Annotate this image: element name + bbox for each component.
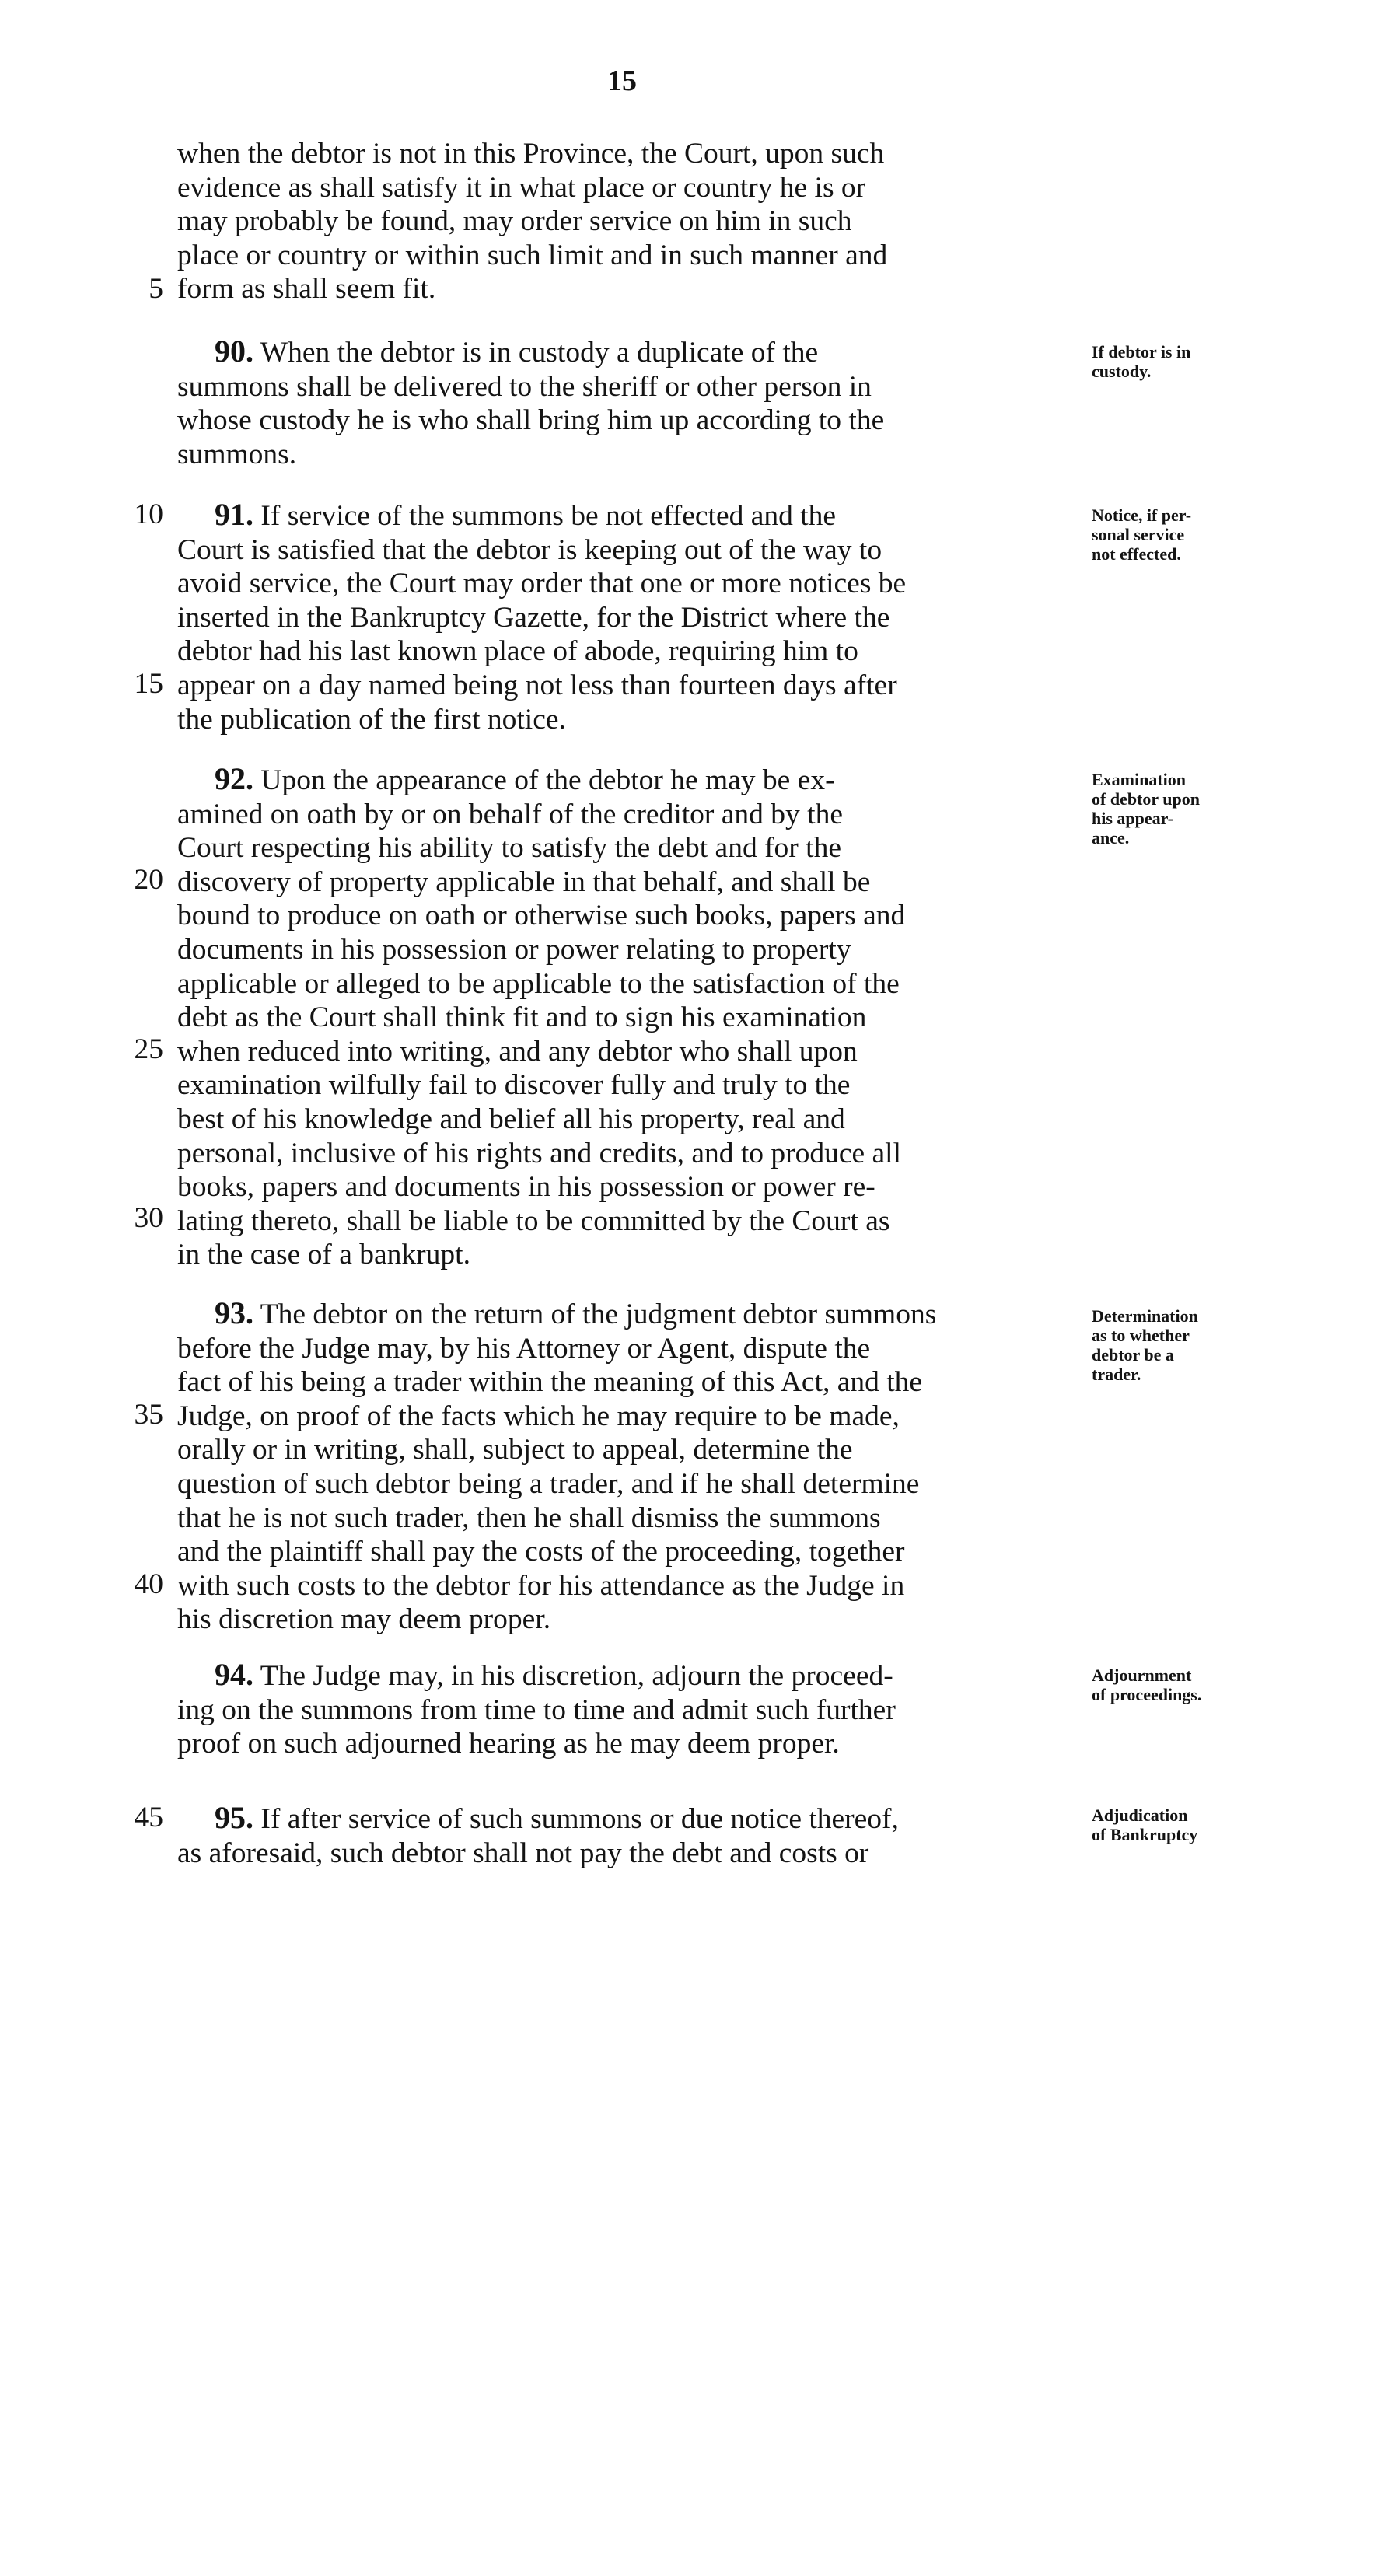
text-line: his discretion may deem proper. — [177, 1603, 551, 1636]
text-line: question of such debtor being a trader, and if he shall determine — [177, 1467, 920, 1500]
text-line: 90. When the debtor is in custody a duplicate of the — [215, 334, 819, 369]
section-95 — [177, 1801, 1073, 1870]
side-note-90: If debtor is in custody. — [1092, 342, 1191, 381]
line-number: 5 — [149, 273, 163, 305]
text-line: as aforesaid, such debtor shall not pay the debt and costs or — [177, 1837, 869, 1869]
text-line: bound to produce on oath or otherwise such books, papers and — [177, 900, 906, 932]
text-line: the publication of the first notice. — [177, 703, 566, 736]
text-line: with such costs to the debtor for his attendance as the Judge in — [177, 1569, 905, 1602]
text-line: whose custody he is who shall bring him up according to the — [177, 404, 885, 437]
text-line: proof on such adjourned hearing as he may deem proper. — [177, 1728, 840, 1760]
text-line: may probably be found, may order service on him in such — [177, 205, 852, 238]
text-line: avoid service, the Court may order that one or more notices be — [177, 568, 907, 600]
text-line: form as shall seem fit. — [177, 273, 436, 306]
side-note-93: Determination as to whether debtor be a trader. — [1092, 1306, 1198, 1384]
line-number: 30 — [134, 1202, 163, 1234]
text-line: evidence as shall satisfy it in what place or country he is or — [177, 171, 866, 204]
text-line: summons shall be delivered to the sheriff or other person in — [177, 370, 872, 403]
text-line: 94. The Judge may, in his discretion, adjourn the proceed- — [215, 1657, 893, 1692]
text-line: personal, inclusive of his rights and credits, and to produce all — [177, 1137, 902, 1169]
text-line: summons. — [177, 438, 297, 470]
text-line: Court is satisfied that the debtor is keeping out of the way to — [177, 533, 882, 566]
line-number: 25 — [134, 1033, 163, 1065]
section-91 — [177, 498, 1073, 736]
text-line: appear on a day named being not less than fourteen days after — [177, 669, 897, 701]
text-line: 93. The debtor on the return of the judgment debtor summons — [215, 1295, 937, 1330]
text-line: before the Judge may, by his Attorney or Agent, dispute the — [177, 1332, 871, 1365]
section-number: 94. — [215, 1657, 253, 1692]
text-line: when reduced into writing, and any debtor who shall upon — [177, 1035, 858, 1068]
text-line: discovery of property applicable in that behalf, and shall be — [177, 865, 871, 898]
text-line: Judge, on proof of the facts which he may require to be made, — [177, 1400, 900, 1432]
text-line: debtor had his last known place of abode, requiring him to — [177, 635, 858, 668]
text-line: examination wilfully fail to discover fully and truly to the — [177, 1069, 851, 1102]
section-number: 93. — [215, 1295, 253, 1330]
side-note-95: Adjudication of Bankruptcy — [1092, 1805, 1198, 1844]
side-note-92: Examination of debtor upon his appear- ance. — [1092, 770, 1200, 848]
line-number: 45 — [134, 1802, 163, 1833]
text-line: 95. If after service of such summons or due notice thereof, — [215, 1800, 899, 1835]
text-line: books, papers and documents in his possession or power re- — [177, 1171, 875, 1204]
text-line: 91. If service of the summons be not effected and the — [215, 497, 837, 532]
side-note-91: Notice, if per- sonal service not effected. — [1092, 505, 1192, 564]
section-number: 91. — [215, 497, 253, 532]
text-line: Court respecting his ability to satisfy the debt and for the — [177, 832, 841, 865]
line-number: 35 — [134, 1399, 163, 1431]
text-line: documents in his possession or power relating to property — [177, 933, 851, 966]
side-note-94: Adjournment of proceedings. — [1092, 1665, 1202, 1704]
text-line: and the plaintiff shall pay the costs of the proceeding, together — [177, 1536, 905, 1568]
section-number: 95. — [215, 1800, 253, 1835]
section-92 — [177, 762, 1073, 1272]
text-line: 92. Upon the appearance of the debtor he may be ex- — [215, 761, 835, 796]
section-94 — [177, 1658, 1073, 1761]
section-93 — [177, 1296, 1073, 1637]
text-line: amined on oath by or on behalf of the creditor and by the — [177, 798, 843, 830]
section-number: 92. — [215, 761, 253, 796]
section-90 — [177, 334, 1073, 471]
text-line: inserted in the Bankruptcy Gazette, for the District where the — [177, 601, 890, 634]
text-line: ing on the summons from time to time and admit such further — [177, 1693, 896, 1726]
text-line: applicable or alleged to be applicable to the satisfaction of the — [177, 967, 900, 1000]
line-number: 40 — [134, 1568, 163, 1600]
text-line: debt as the Court shall think fit and to sign his examination — [177, 1001, 867, 1034]
section-number: 90. — [215, 334, 253, 369]
line-number: 15 — [134, 668, 163, 700]
line-number: 20 — [134, 864, 163, 896]
text-line: lating thereto, shall be liable to be committed by the Court as — [177, 1204, 890, 1237]
text-line: orally or in writing, shall, subject to appeal, determine the — [177, 1434, 853, 1466]
text-line: that he is not such trader, then he shall dismiss the summons — [177, 1501, 881, 1534]
text-line: in the case of a bankrupt. — [177, 1239, 470, 1271]
text-line: when the debtor is not in this Province, the Court, upon such — [177, 138, 885, 170]
page-number: 15 — [607, 65, 637, 97]
line-number: 10 — [134, 498, 163, 530]
text-line: best of his knowledge and belief all his property, real and — [177, 1103, 845, 1135]
intro-paragraph — [177, 137, 1073, 306]
text-line: fact of his being a trader within the meaning of this Act, and the — [177, 1366, 923, 1399]
text-line: place or country or within such limit and in such manner and — [177, 239, 888, 271]
